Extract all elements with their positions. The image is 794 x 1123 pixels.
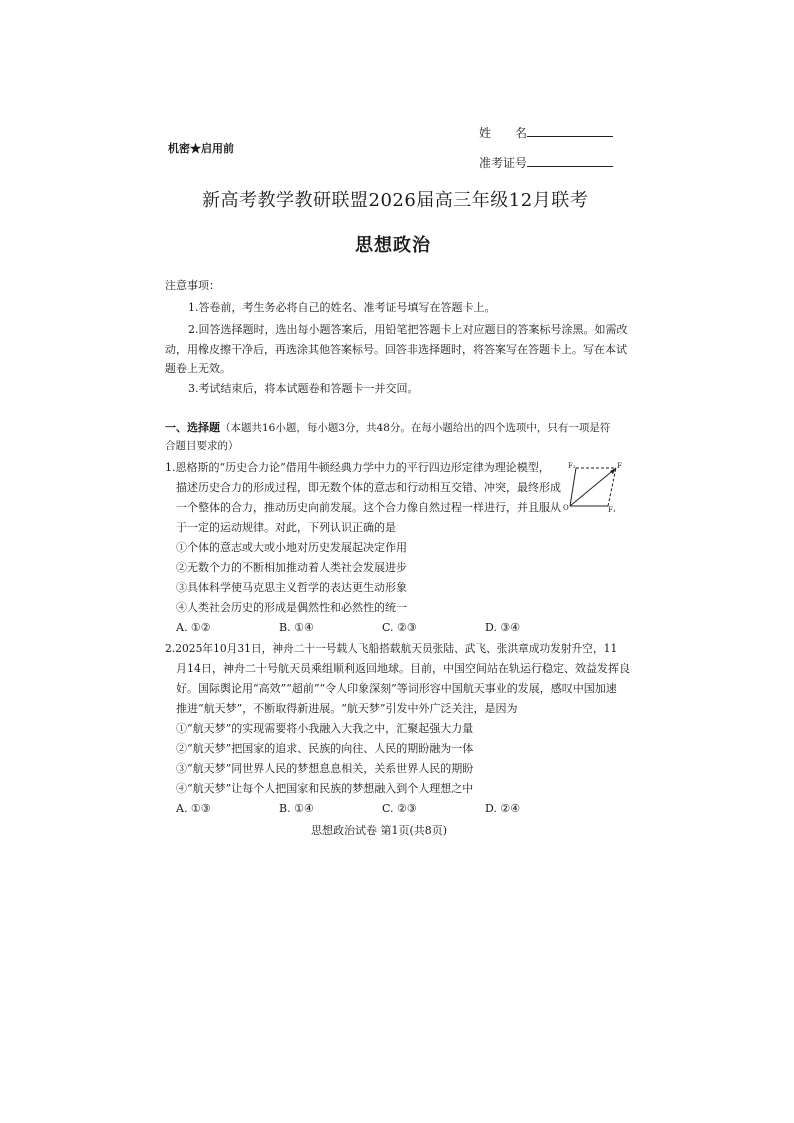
note-2-line-1: 2.回答选择题时，选出每小题答案后，用铅笔把答题卡上对应题目的答案标号涂黑。如需改 bbox=[188, 323, 628, 336]
note-2-line-2: 动，用橡皮擦干净后，再选涂其他答案标号。回答非选择题时，将答案写在答题卡上。写在本试 bbox=[165, 343, 627, 356]
q2-stem-4: 推进“航天梦”，不断取得新进展。“航天梦”引发中外广泛关注，是因为 bbox=[176, 702, 518, 715]
q1-option-a[interactable]: A. ①② bbox=[176, 621, 211, 634]
q2-stem-2: 月14日，神舟二十号航天员乘组顺利返回地球。目前，中国空间站在轨运行稳定、效益发挥良 bbox=[176, 662, 630, 675]
section1-heading: 一、选择题 bbox=[165, 421, 220, 434]
diagram-label-f2: F₂ bbox=[568, 462, 576, 470]
diagram-label-f: F bbox=[617, 462, 622, 470]
q2-option-a[interactable]: A. ①③ bbox=[176, 802, 211, 815]
confidential-mark: 机密★启用前 bbox=[168, 142, 234, 155]
q2-option-c[interactable]: C. ②③ bbox=[382, 802, 417, 815]
q1-option-c[interactable]: C. ②③ bbox=[382, 621, 417, 634]
diagram-label-f1: F₁ bbox=[608, 506, 616, 514]
notes-heading: 注意事项： bbox=[165, 279, 220, 292]
q2-statement-1: ①“航天梦”的实现需要将小我融入大我之中，汇聚起强大力量 bbox=[176, 722, 474, 735]
q1-statement-4: ④人类社会历史的形成是偶然性和必然性的统一 bbox=[176, 601, 407, 614]
section1-desc: （本题共16小题，每小题3分，共48分。在每小题给出的四个选项中，只有一项是符 bbox=[220, 422, 611, 434]
force-parallelogram-diagram bbox=[562, 458, 628, 514]
q1-statement-2: ②无数个力的不断相加推动着人类社会发展进步 bbox=[176, 561, 407, 574]
exam-title: 新高考教学教研联盟2026届高三年级12月联考 bbox=[202, 190, 589, 211]
q2-option-b[interactable]: B. ①④ bbox=[279, 802, 314, 815]
q2-statement-2: ②“航天梦”把国家的追求、民族的向往、人民的期盼融为一体 bbox=[176, 742, 474, 755]
q2-statement-4: ④“航天梦”让每个人把国家和民族的梦想融入到个人理想之中 bbox=[176, 782, 474, 795]
q1-statement-3: ③具体科学使马克思主义哲学的表达更生动形象 bbox=[176, 581, 407, 594]
q2-options bbox=[176, 799, 588, 819]
q1-stem-1: 1.恩格斯的“历史合力论”借用牛顿经典力学中力的平行四边形定律为理论模型， bbox=[165, 461, 550, 474]
q2-statement-3: ③“航天梦”同世界人民的梦想息息相关，关系世界人民的期盼 bbox=[176, 762, 474, 775]
diagram-label-o: O bbox=[563, 504, 569, 512]
name-blank[interactable] bbox=[527, 122, 613, 137]
section1-desc-2: 合题目要求的） bbox=[165, 440, 239, 452]
q1-stem-4: 于一定的运动规律。对此，下列认识正确的是 bbox=[176, 521, 396, 534]
note-2-line-3: 题卷上无效。 bbox=[165, 362, 231, 375]
q1-options bbox=[176, 618, 588, 638]
page-footer: 思想政治试卷 第1页(共8页) bbox=[311, 824, 448, 837]
q1-option-d[interactable]: D. ③④ bbox=[485, 621, 521, 634]
note-1: 1.答卷前，考生务必将自己的姓名、准考证号填写在答题卡上。 bbox=[188, 301, 496, 314]
q2-stem-3: 好。国际舆论用“高效”“超前”“令人印象深刻”等词形容中国航天事业的发展，感叹中国加速 bbox=[176, 682, 617, 695]
ticket-field[interactable] bbox=[479, 152, 613, 171]
q2-stem-1: 2.2025年10月31日，神舟二十一号载人飞船搭载航天员张陆、武飞、张洪章成功发射升空，11 bbox=[165, 642, 618, 655]
q1-stem-3: 一个整体的合力，推动历史向前发展。这个合力像自然过程一样进行，并且服从 bbox=[176, 501, 561, 514]
name-label: 姓 名 bbox=[479, 126, 528, 140]
ticket-label: 准考证号 bbox=[479, 156, 528, 170]
q1-statement-1: ①个体的意志或大或小地对历史发展起决定作用 bbox=[176, 541, 407, 554]
q1-option-b[interactable]: B. ①④ bbox=[279, 621, 314, 634]
name-field[interactable] bbox=[479, 122, 613, 141]
subject-title: 思想政治 bbox=[355, 235, 431, 256]
q1-stem-2: 描述历史合力的形成过程，即无数个体的意志和行动相互交错、冲突，最终形成 bbox=[176, 481, 561, 494]
diagram-vector-f2 bbox=[570, 468, 576, 506]
section1-line-1 bbox=[165, 418, 610, 438]
q2-option-d[interactable]: D. ②④ bbox=[485, 802, 521, 815]
note-3: 3.考试结束后，将本试题卷和答题卡一并交回。 bbox=[188, 382, 419, 395]
ticket-blank[interactable] bbox=[527, 152, 613, 167]
